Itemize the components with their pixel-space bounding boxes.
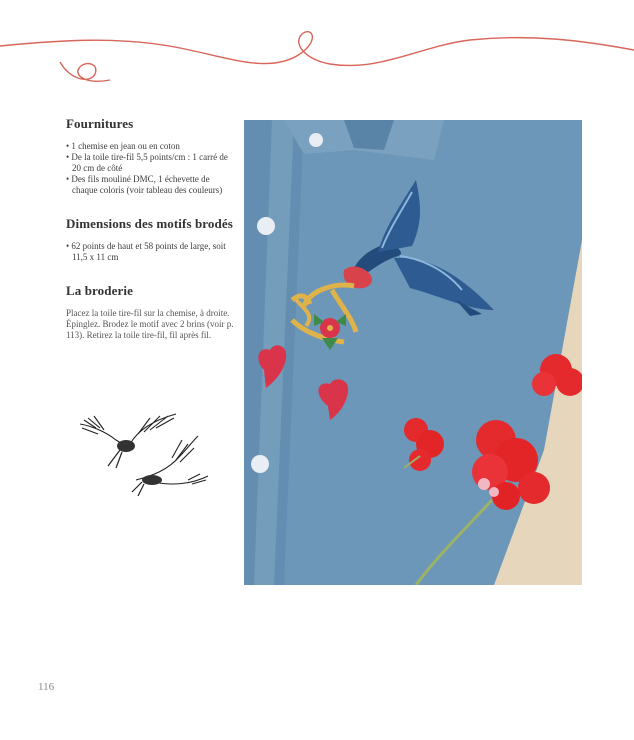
broderie-section: [66, 283, 236, 341]
fournitures-section: [66, 116, 236, 196]
swallow-body-lower: [142, 475, 162, 485]
decorative-swirl-line: [0, 0, 634, 100]
list-item: • De la toile tire-fil 5,5 points/cm : 1 carré de 20 cm de côté: [66, 152, 236, 174]
broderie-heading: La broderie: [66, 283, 133, 298]
swallows-sketch-illustration: [76, 410, 211, 500]
list-item: • 62 points de haut et 58 points de large, soit 11,5 x 11 cm: [66, 241, 236, 263]
instructions-column: [66, 116, 236, 361]
fournitures-list: [66, 141, 236, 196]
list-item: • 1 chemise en jean ou en coton: [66, 141, 236, 152]
broderie-text: Placez la toile tire-fil sur la chemise, à droite. Épinglez. Brodez le motif avec 2 brins (voir p. 113). Retirez la toile tire-fil, fil après fil.: [66, 308, 234, 340]
page-number: 116: [38, 681, 55, 693]
dimensions-list: [66, 241, 236, 263]
fournitures-heading: Fournitures: [66, 116, 134, 131]
dimensions-heading: Dimensions des motifs brodés: [66, 216, 233, 231]
list-item: • Des fils mouliné DMC, 1 échevette de chaque coloris (voir tableau des couleurs): [66, 174, 236, 196]
dimensions-section: [66, 216, 236, 263]
embroidered-shirt-photo: [244, 120, 582, 585]
